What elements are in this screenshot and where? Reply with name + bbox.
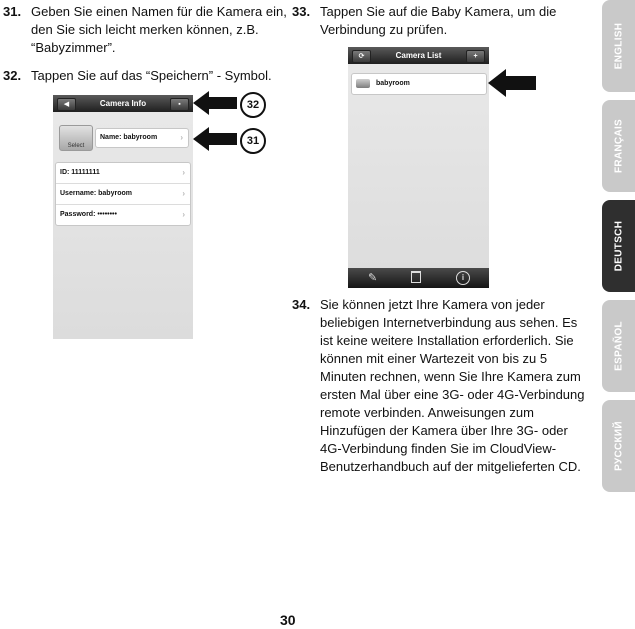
camera-icon — [356, 79, 370, 88]
tab-label: РУССКИЙ — [613, 421, 624, 471]
tab-label: DEUTSCH — [613, 220, 624, 272]
camera-list-screenshot — [348, 47, 489, 288]
step-number: 31. — [3, 4, 22, 19]
step-line: können mit einer Wartezeit von bis zu 5 — [320, 351, 548, 366]
delete-icon[interactable] — [411, 271, 421, 283]
step-line: Tappen Sie auf die Baby Kamera, um die — [320, 4, 557, 19]
step-text — [31, 67, 272, 85]
step-line: Minuten rechnen, wenn Sie Ihre Kamera zum — [320, 369, 581, 384]
password-row[interactable] — [56, 204, 190, 225]
step-line: beliebigen Internetverbindung aus sehen. Es — [320, 315, 578, 330]
step-33 — [292, 3, 592, 43]
chevron-right-icon: › — [182, 189, 185, 198]
callout-32: 32 — [240, 92, 266, 118]
camera-list-toolbar — [348, 268, 489, 288]
camera-list-item[interactable] — [351, 73, 487, 95]
step-text — [320, 3, 556, 39]
username-row[interactable] — [56, 183, 190, 204]
tab-english[interactable] — [602, 0, 635, 92]
tab-espanol[interactable] — [602, 300, 635, 392]
password-row-label: Password: •••••••• — [60, 211, 117, 218]
step-number: 33. — [292, 4, 311, 19]
step-line: Geben Sie einen Namen für die Kamera ein, — [31, 4, 287, 19]
select-label: Select — [67, 143, 85, 149]
add-camera-icon[interactable]: + — [466, 50, 485, 63]
back-icon[interactable]: ◀ — [57, 98, 76, 111]
page-number: 30 — [280, 612, 296, 628]
chevron-right-icon: › — [182, 210, 185, 219]
refresh-icon[interactable]: ⟳ — [352, 50, 371, 63]
step-34 — [292, 296, 597, 496]
step-line: remote verbinden. Anweisungen zum — [320, 405, 534, 420]
step-31 — [3, 3, 288, 59]
name-row-label: Name: babyroom — [100, 134, 158, 141]
step-text — [31, 3, 287, 57]
name-row[interactable] — [96, 129, 188, 147]
camera-list-topbar — [348, 47, 489, 64]
step-line: “Babyzimmer”. — [31, 40, 116, 55]
credentials-card — [55, 162, 191, 226]
tab-deutsch[interactable] — [602, 200, 635, 292]
tab-label: FRANÇAIS — [613, 118, 624, 174]
id-row[interactable] — [56, 163, 190, 183]
step-line: ersten Mal über eine 3G- oder 4G-Verbindung — [320, 387, 585, 402]
step-line: den Sie sich leicht merken können, z.B. — [31, 22, 259, 37]
camera-info-topbar — [53, 95, 193, 112]
name-card[interactable] — [95, 128, 189, 148]
step-line: 4G-Verbindung finden Sie im CloudView- — [320, 441, 557, 456]
arrow-31 — [193, 127, 237, 151]
tab-label: ESPAÑOL — [613, 321, 624, 371]
step-number: 32. — [3, 68, 22, 83]
arrow-left-icon — [193, 91, 237, 115]
id-row-label: ID: 11111111 — [60, 169, 100, 176]
callout-31: 31 — [240, 128, 266, 154]
step-line: Hinzufügen der Kamera über Ihre 3G- oder — [320, 423, 568, 438]
step-text — [320, 296, 585, 476]
info-icon[interactable]: i — [456, 271, 470, 285]
chevron-right-icon: › — [182, 168, 185, 177]
arrow-left-icon — [193, 127, 237, 151]
camera-info-title: Camera Info — [99, 99, 147, 108]
arrow-left-icon — [488, 69, 536, 97]
step-line: Sie können jetzt Ihre Kamera von jeder — [320, 297, 545, 312]
arrow-32 — [193, 91, 237, 115]
tab-francais[interactable] — [602, 100, 635, 192]
username-row-label: Username: babyroom — [60, 190, 132, 197]
step-line: Verbindung zu prüfen. — [320, 22, 448, 37]
camera-thumbnail[interactable] — [59, 125, 93, 151]
camera-info-screenshot — [53, 95, 193, 339]
camera-list-item-label: babyroom — [376, 80, 410, 87]
step-32 — [3, 67, 288, 87]
chevron-right-icon: › — [180, 133, 183, 142]
tab-russian[interactable] — [602, 400, 635, 492]
tab-label: ENGLISH — [613, 22, 624, 70]
step-number: 34. — [292, 297, 311, 312]
step-line: ist keine weitere Installation erforderlich. Sie — [320, 333, 574, 348]
camera-list-title: Camera List — [395, 51, 442, 60]
step-line: Benutzerhandbuch auf der mitgelieferten CD. — [320, 459, 581, 474]
edit-icon[interactable]: ✎ — [368, 272, 378, 284]
arrow-33 — [488, 69, 536, 97]
step-line: Tappen Sie auf das “Speichern” - Symbol. — [31, 68, 272, 83]
save-icon[interactable]: ▪ — [170, 98, 189, 111]
